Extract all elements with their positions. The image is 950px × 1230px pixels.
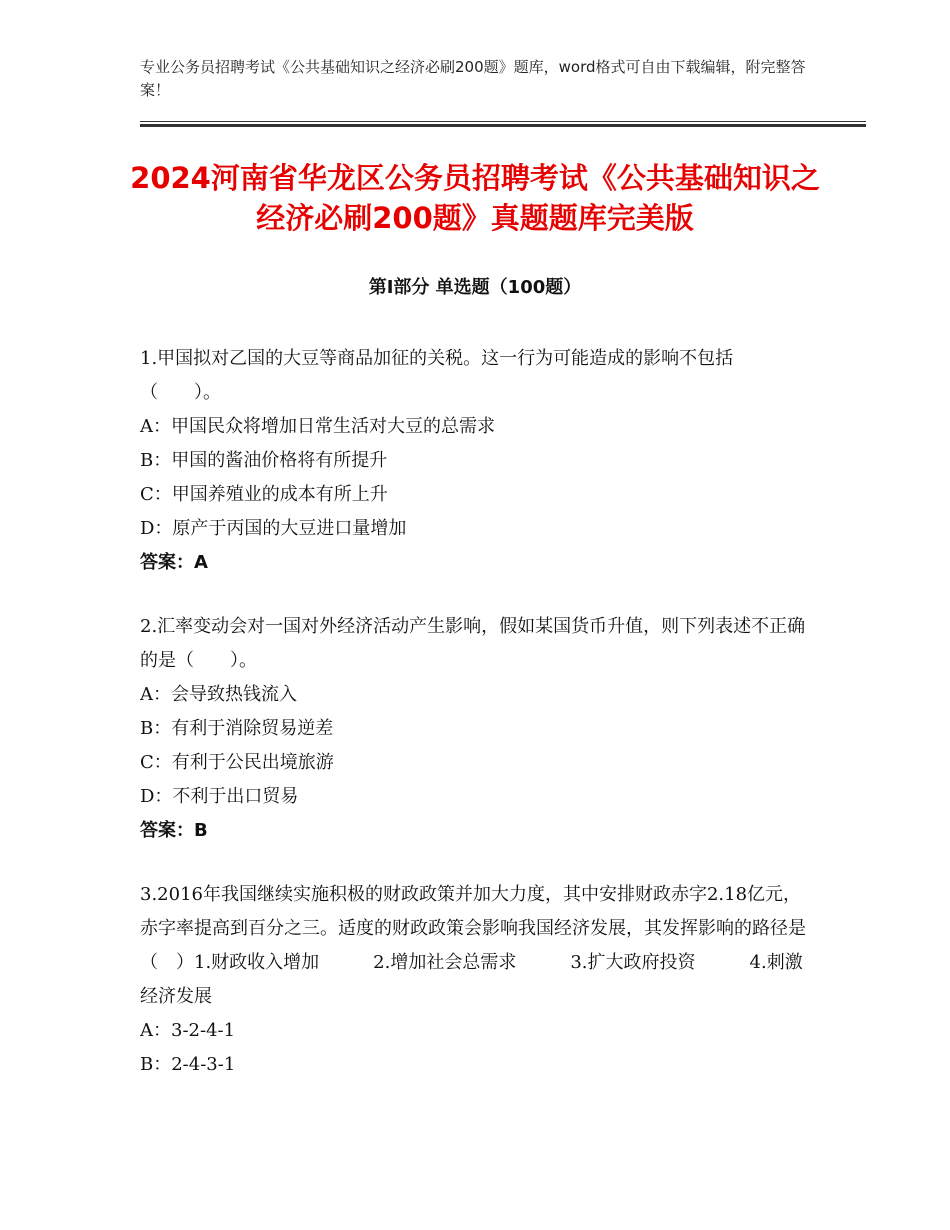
question-1 (140, 342, 810, 580)
option-c: C：有利于公民出境旅游 (140, 752, 334, 773)
document-title: 2024河南省华龙区公务员招聘考试《公共基础知识之经济必刷200题》真题题库完美版 (130, 161, 820, 235)
option-a: A：3-2-4-1 (140, 1020, 236, 1041)
option-a: A：甲国民众将增加日常生活对大豆的总需求 (140, 416, 495, 437)
question-list (140, 342, 810, 1112)
header-divider-thick (140, 124, 866, 127)
answer: 答案：B (140, 820, 208, 841)
option-b: B：有利于消除贸易逆差 (140, 718, 334, 739)
option-a: A：会导致热钱流入 (140, 684, 297, 705)
option-d: D：不利于出口贸易 (140, 786, 299, 807)
option-b: B：甲国的酱油价格将有所提升 (140, 450, 388, 471)
answer: 答案：A (140, 552, 208, 573)
option-d: D：原产于丙国的大豆进口量增加 (140, 518, 407, 539)
question-3 (140, 878, 810, 1082)
option-b: B：2-4-3-1 (140, 1054, 236, 1075)
question-stem: 3.2016年我国继续实施积极的财政政策并加大力度，其中安排财政赤字2.18亿元，赤字率提高到百分之三。适度的财政政策会影响我国经济发展，其发挥影响的路径是（ ）1.财政收入增加 2.增加社会总需求 3.扩大政府投资 4.刺激经济发展 (140, 884, 806, 1007)
question-stem: 2.汇率变动会对一国对外经济活动产生影响，假如某国货币升值，则下列表述不正确的是（ ）。 (140, 616, 806, 671)
option-c: C：甲国养殖业的成本有所上升 (140, 484, 388, 505)
question-stem: 1.甲国拟对乙国的大豆等商品加征的关税。这一行为可能造成的影响不包括（ ）。 (140, 348, 734, 403)
question-2 (140, 610, 810, 848)
section-heading: 第Ⅰ部分 单选题（100题） (368, 277, 582, 298)
header-note: 专业公务员招聘考试《公共基础知识之经济必刷200题》题库，word格式可自由下载编辑，附完整答案！ (140, 58, 806, 99)
header-divider-thin (140, 121, 866, 122)
